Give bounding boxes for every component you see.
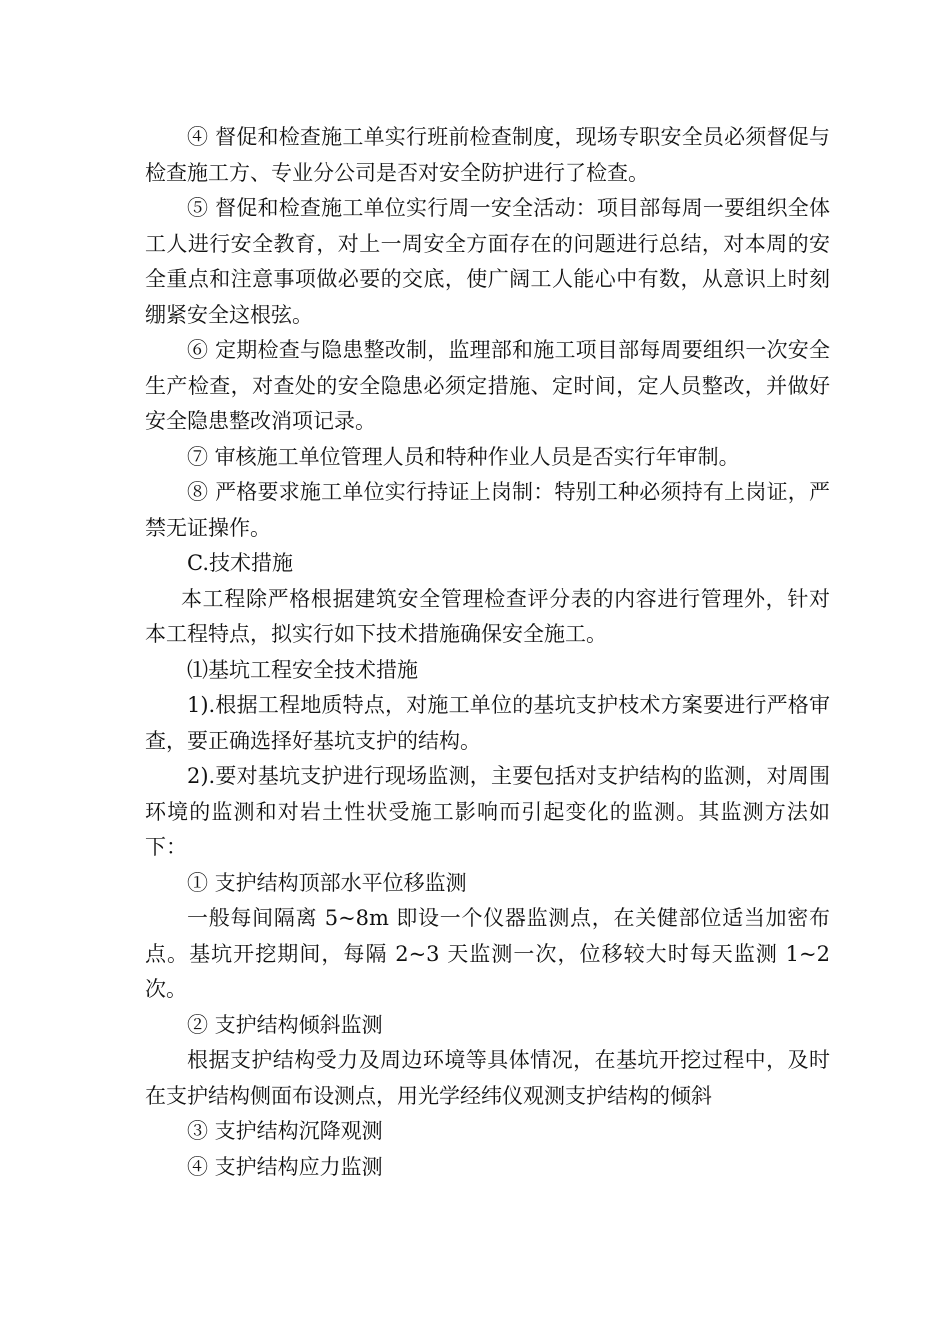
monitoring-item-2-title: ② 支护结构倾斜监测 — [187, 1012, 383, 1037]
document-body — [145, 120, 830, 1185]
paragraph-item-7: ⑦ 审核施工单位管理人员和特种作业人员是否实行年审制。 — [187, 444, 740, 469]
paragraph-intro: 本工程除严格根据建筑安全管理检查评分表的内容进行管理外，针对本工程特点，拟实行如下技术措施确保安全施工。 — [145, 586, 830, 646]
monitoring-item-1-text: 一般每间隔离 5~8m 即设一个仪器监测点，在关健部位适当加密布点。基坑开挖期间，每隔 2~3 天监测一次，位移较大时每天监测 1~2 次。 — [145, 906, 830, 1001]
paragraph-item-5: ⑤ 督促和检查施工单位实行周一安全活动：项目部每周一要组织全体工人进行安全教育，对上一周安全方面存在的问题进行总结，对本周的安全重点和注意事项做必要的交底，使广阔工人能心中有数，从意识上时刻绷紧安全这根弦。 — [145, 196, 830, 327]
paragraph-item-6: ⑥ 定期检查与隐患整改制，监理部和施工项目部每周要组织一次安全生产检查，对查处的安全隐患必须定措施、定时间，定人员整改，并做好安全隐患整改消项记录。 — [145, 338, 830, 433]
paragraph-point-1: 1).根据工程地质特点，对施工单位的基坑支护枝术方案要进行严格审查，要正确选择好基坑支护的结构。 — [145, 693, 830, 753]
section-heading-technical-measures: C.技术措施 — [187, 551, 293, 575]
monitoring-item-2-text: 根据支护结构受力及周边环境等具体情况，在基坑开挖过程中，及时在支护结构侧面布设测点，用光学经纬仪观测支护结构的倾斜 — [145, 1048, 830, 1108]
monitoring-item-3-title: ③ 支护结构沉降观测 — [187, 1119, 383, 1143]
monitoring-item-4-title: ④ 支护结构应力监测 — [187, 1154, 383, 1179]
monitoring-item-1-title: ① 支护结构顶部水平位移监测 — [187, 870, 467, 895]
subsection-heading-foundation-pit: ⑴基坑工程安全技术措施 — [187, 657, 418, 682]
paragraph-item-8: ⑧ 严格要求施工单位实行持证上岗制：特别工种必须持有上岗证，严禁无证操作。 — [145, 480, 830, 540]
paragraph-point-2: 2).要对基坑支护进行现场监测，主要包括对支护结构的监测，对周围环境的监测和对岩土性状受施工影响而引起变化的监测。其监测方法如下： — [145, 764, 830, 859]
paragraph-item-4: ④ 督促和检查施工单实行班前检查制度，现场专职安全员必须督促与检查施工方、专业分公司是否对安全防护进行了检查。 — [145, 125, 830, 185]
